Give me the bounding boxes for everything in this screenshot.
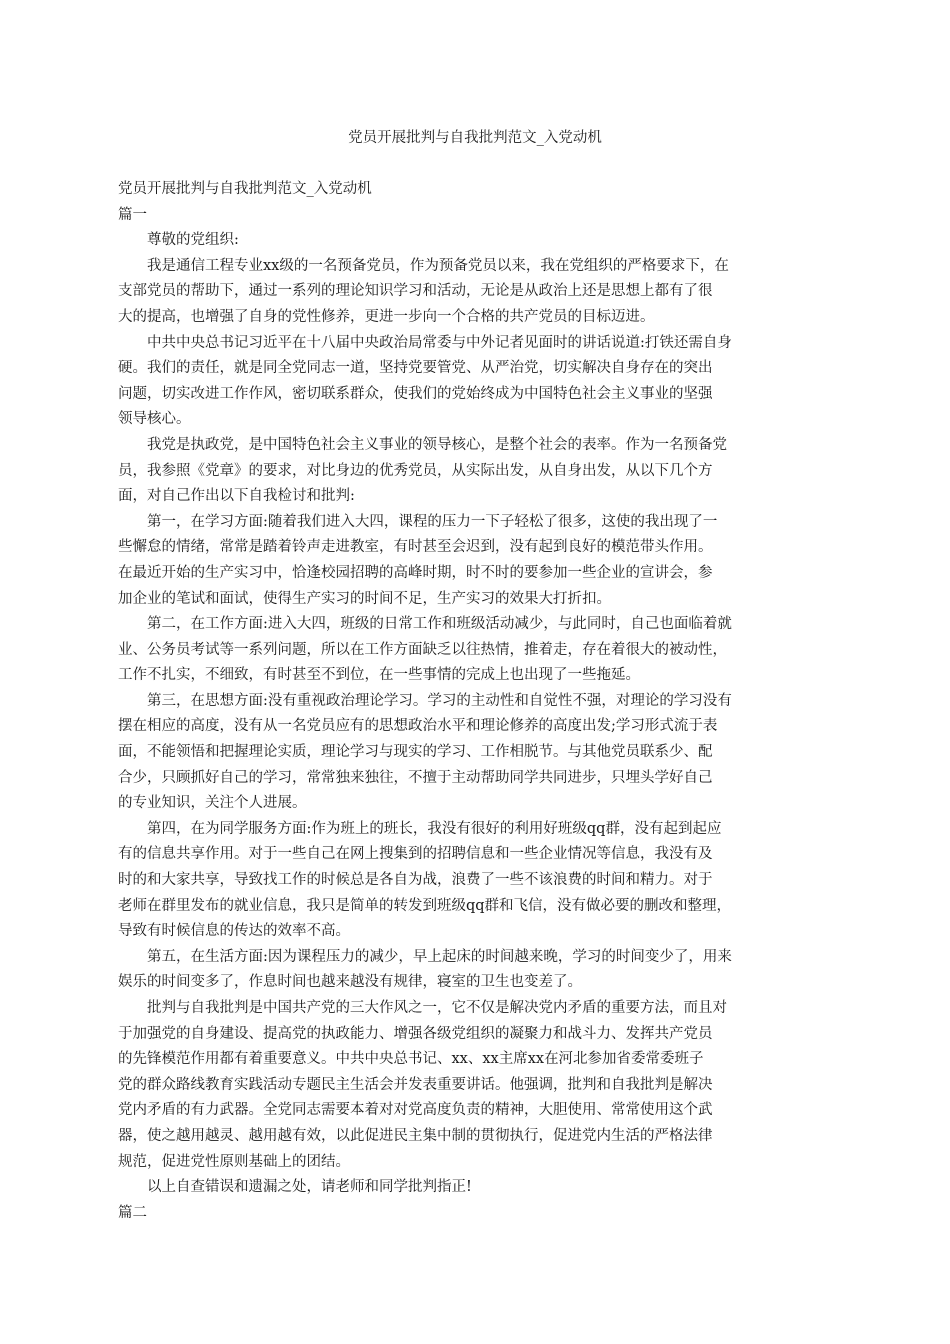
- paragraph-line: 工作不扎实，不细致，有时甚至不到位，在一些事情的完成上也出现了一些拖延。: [118, 667, 640, 684]
- paragraph-line: 加企业的笔试和面试，使得生产实习的时间不足，生产实习的效果大打折扣。: [118, 590, 611, 607]
- paragraph-line: 规范，促进党性原则基础上的团结。: [118, 1153, 350, 1170]
- paragraph-line: 第一，在学习方面:随着我们进入大四，课程的压力一下子轻松了很多，这使的我出现了一: [147, 513, 718, 530]
- paragraph-line: 于加强党的自身建设、提高党的执政能力、增强各级党组织的凝聚力和战斗力、发挥共产党员: [118, 1025, 713, 1042]
- paragraph-line: 第五，在生活方面:因为课程压力的减少，早上起床的时间越来晚，学习的时间变少了，用来: [147, 948, 732, 965]
- paragraph: [118, 689, 814, 817]
- paragraph: [118, 1175, 814, 1201]
- paragraph: [118, 612, 814, 689]
- paragraph-line: 业、公务员考试等一系列问题，所以在工作方面缺乏以往热情，推着走，存在着很大的被动性，: [118, 641, 727, 658]
- paragraph-line: 时的和大家共享，导致找工作的时候总是各自为战，浪费了一些不该浪费的时间和精力。对于: [118, 872, 713, 889]
- paragraph: [118, 433, 814, 510]
- paragraph-line: 中共中央总书记习近平在十八届中央政治局常委与中外记者见面时的讲话说道:打铁还需自身: [147, 334, 732, 351]
- paragraph-line: 我党是执政党，是中国特色社会主义事业的领导核心，是整个社会的表率。作为一名预备党: [147, 436, 727, 453]
- paragraph-line: 面，不能领悟和把握理论实质，理论学习与现实的学习、工作相脱节。与其他党员联系少、配: [118, 744, 713, 761]
- paragraph-line: 合少，只顾抓好自己的学习，常常独来独往，不擅于主动帮助同学共同进步，只埋头学好自己: [118, 769, 713, 786]
- document-title: 党员开展批判与自我批判范文_入党动机: [348, 130, 602, 146]
- paragraph-line: 第三，在思想方面:没有重视政治理论学习。学习的主动性和自觉性不强，对理论的学习没有: [147, 692, 732, 709]
- paragraph-line: 在最近开始的生产实习中，恰逢校园招聘的高峰时期，时不时的要参加一些企业的宣讲会，参: [118, 564, 713, 581]
- paragraph-line: 的先锋模范作用都有着重要意义。中共中央总书记、xx、xx主席xx在河北参加省委常委班子: [118, 1051, 704, 1068]
- paragraph-line: 第二，在工作方面:进入大四，班级的日常工作和班级活动减少，与此同时，自己也面临着就: [147, 616, 732, 633]
- salutation: 尊敬的党组织:: [147, 232, 239, 249]
- section-heading-1: 篇一: [118, 206, 147, 223]
- paragraph-line: 器，使之越用越灵、越用越有效，以此促进民主集中制的贯彻执行，促进党内生活的严格法律: [118, 1127, 713, 1144]
- section-heading-2: 篇二: [118, 1204, 147, 1221]
- paragraph-line: 以上自查错误和遗漏之处，请老师和同学批判指正!: [147, 1179, 472, 1196]
- paragraph-line: 大的提高，也增强了自身的党性修养，更进一步向一个合格的共产党员的目标迈进。: [118, 308, 655, 325]
- paragraph-line: 面，对自己作出以下自我检讨和批判:: [118, 488, 355, 505]
- paragraph-line: 员，我参照《党章》的要求，对比身边的优秀党员，从实际出发，从自身出发，从以下几个方: [118, 462, 713, 479]
- paragraph-line: 些懈怠的情绪，常常是踏着铃声走进教室，有时甚至会迟到，没有起到良好的模范带头作用。: [118, 539, 713, 556]
- paragraph-line: 领导核心。: [118, 411, 191, 428]
- paragraph-line: 批判与自我批判是中国共产党的三大作风之一，它不仅是解决党内矛盾的重要方法，而且对: [147, 1000, 727, 1016]
- paragraph: [118, 996, 814, 1175]
- paragraph: [118, 817, 814, 945]
- paragraph-line: 我是通信工程专业xx级的一名预备党员，作为预备党员以来，我在党组织的严格要求下，在: [147, 257, 729, 274]
- paragraph-line: 第四，在为同学服务方面:作为班上的班长，我没有很好的利用好班级qq群，没有起到起应: [147, 820, 722, 837]
- paragraph-line: 的专业知识，关注个人进展。: [118, 795, 307, 812]
- paragraph: [118, 254, 814, 331]
- document-subtitle: 党员开展批判与自我批判范文_入党动机: [118, 181, 372, 197]
- paragraph-line: 导致有时候信息的传达的效率不高。: [118, 923, 350, 940]
- paragraph-line: 问题，切实改进工作作风，密切联系群众，使我们的党始终成为中国特色社会主义事业的坚强: [118, 385, 713, 402]
- paragraph-line: 支部党员的帮助下，通过一系列的理论知识学习和活动，无论是从政治上还是思想上都有了很: [118, 283, 713, 300]
- paragraph: [118, 945, 814, 996]
- paragraph-line: 有的信息共享作用。对于一些自己在网上搜集到的招聘信息和一些企业情况等信息，我没有及: [118, 846, 713, 863]
- paragraph: [118, 331, 814, 433]
- paragraph-list: [118, 254, 814, 1201]
- paragraph: [118, 510, 814, 612]
- paragraph-line: 摆在相应的高度，没有从一名党员应有的思想政治水平和理论修养的高度出发;学习形式流于表: [118, 718, 718, 735]
- paragraph-line: 娱乐的时间变多了，作息时间也越来越没有规律，寝室的卫生也变差了。: [118, 974, 582, 991]
- paragraph-line: 老师在群里发布的就业信息，我只是简单的转发到班级qq群和飞信，没有做必要的删改和整理，: [118, 897, 732, 914]
- document-body: [118, 177, 814, 1226]
- paragraph-line: 硬。我们的责任，就是同全党同志一道，坚持党要管党、从严治党，切实解决自身存在的突出: [118, 360, 713, 377]
- paragraph-line: 党的群众路线教育实践活动专题民主生活会并发表重要讲话。他强调，批判和自我批判是解决: [118, 1076, 713, 1093]
- paragraph-line: 党内矛盾的有力武器。全党同志需要本着对对党高度负责的精神，大胆使用、常常使用这个武: [118, 1102, 713, 1119]
